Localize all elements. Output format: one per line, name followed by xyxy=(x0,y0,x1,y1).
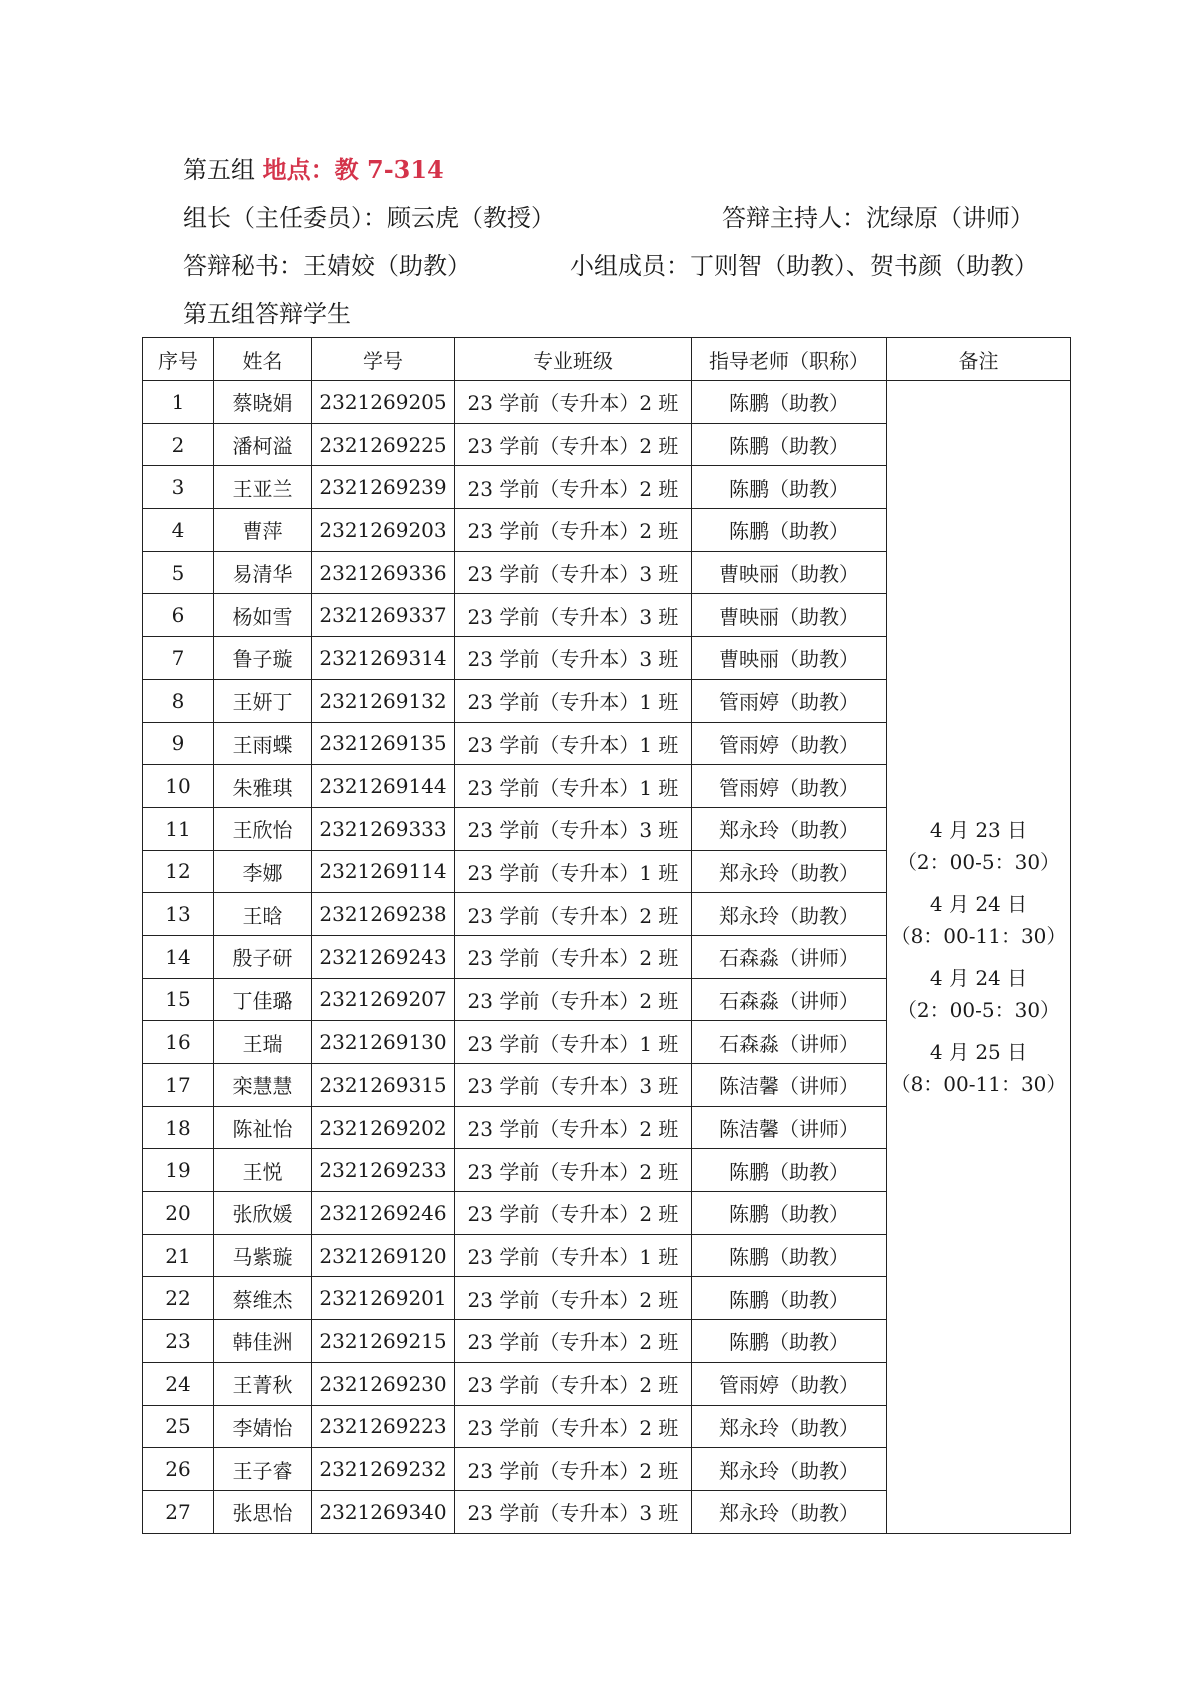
advisor: 陈鹏（助教） xyxy=(692,381,887,424)
student-id: 2321269333 xyxy=(312,807,455,850)
advisor: 陈鹏（助教） xyxy=(692,1320,887,1363)
student-id: 2321269225 xyxy=(312,423,455,466)
class-name: 23 学前（专升本）2 班 xyxy=(455,978,692,1021)
advisor: 郑永玲（助教） xyxy=(692,893,887,936)
student-name: 张思怡 xyxy=(214,1490,312,1533)
advisor: 石森淼（讲师） xyxy=(692,978,887,1021)
row-index: 23 xyxy=(143,1320,214,1363)
schedule-slot xyxy=(887,814,1070,878)
class-name: 23 学前（专升本）2 班 xyxy=(455,1405,692,1448)
row-index: 10 xyxy=(143,765,214,808)
class-name: 23 学前（专升本）2 班 xyxy=(455,1362,692,1405)
row-index: 14 xyxy=(143,935,214,978)
schedule-date: 4 月 24 日 xyxy=(929,891,1028,916)
class-name: 23 学前（专升本）1 班 xyxy=(455,1234,692,1277)
row-index: 8 xyxy=(143,679,214,722)
student-id: 2321269201 xyxy=(312,1277,455,1320)
student-id: 2321269233 xyxy=(312,1149,455,1192)
defense-host: 答辩主持人：沈绿原（讲师） xyxy=(722,204,1034,232)
table-header xyxy=(143,338,1071,381)
student-name: 鲁子璇 xyxy=(214,637,312,680)
student-name: 王瑞 xyxy=(214,1021,312,1064)
advisor: 曹映丽（助教） xyxy=(692,594,887,637)
group-heading xyxy=(183,154,444,186)
student-name: 朱雅琪 xyxy=(214,765,312,808)
student-id: 2321269205 xyxy=(312,381,455,424)
student-id: 2321269120 xyxy=(312,1234,455,1277)
class-name: 23 学前（专升本）3 班 xyxy=(455,594,692,637)
student-name: 蔡维杰 xyxy=(214,1277,312,1320)
class-name: 23 学前（专升本）2 班 xyxy=(455,381,692,424)
student-name: 王亚兰 xyxy=(214,466,312,509)
row-index: 9 xyxy=(143,722,214,765)
student-id: 2321269130 xyxy=(312,1021,455,1064)
class-name: 23 学前（专升本）1 班 xyxy=(455,850,692,893)
student-name: 李娜 xyxy=(214,850,312,893)
student-id: 2321269223 xyxy=(312,1405,455,1448)
student-name: 王雨蝶 xyxy=(214,722,312,765)
student-name: 曹萍 xyxy=(214,509,312,552)
class-name: 23 学前（专升本）2 班 xyxy=(455,893,692,936)
class-name: 23 学前（专升本）3 班 xyxy=(455,807,692,850)
class-name: 23 学前（专升本）1 班 xyxy=(455,1021,692,1064)
defense-secretary: 答辩秘书：王婧姣（助教） xyxy=(183,252,471,280)
row-index: 22 xyxy=(143,1277,214,1320)
advisor: 陈鹏（助教） xyxy=(692,423,887,466)
table-header-row xyxy=(143,338,1071,381)
student-id: 2321269215 xyxy=(312,1320,455,1363)
class-name: 23 学前（专升本）1 班 xyxy=(455,679,692,722)
schedule-date: 4 月 25 日 xyxy=(929,1039,1028,1064)
schedule-time: （8：00-11：30） xyxy=(890,1071,1067,1096)
student-id: 2321269114 xyxy=(312,850,455,893)
column-header-class: 专业班级 xyxy=(455,338,692,381)
student-name: 潘柯溢 xyxy=(214,423,312,466)
group-name: 第五组 xyxy=(183,156,255,184)
class-name: 23 学前（专升本）2 班 xyxy=(455,509,692,552)
row-index: 24 xyxy=(143,1362,214,1405)
student-id: 2321269203 xyxy=(312,509,455,552)
class-name: 23 学前（专升本）1 班 xyxy=(455,765,692,808)
advisor: 陈鹏（助教） xyxy=(692,1192,887,1235)
table-row xyxy=(143,381,1071,424)
class-name: 23 学前（专升本）2 班 xyxy=(455,1106,692,1149)
student-name: 王妍丁 xyxy=(214,679,312,722)
row-index: 4 xyxy=(143,509,214,552)
group-leader: 组长（主任委员）：顾云虎（教授） xyxy=(183,204,555,232)
class-name: 23 学前（专升本）2 班 xyxy=(455,1448,692,1491)
schedule-time: （2：00-5：30） xyxy=(896,997,1061,1022)
class-name: 23 学前（专升本）2 班 xyxy=(455,1192,692,1235)
class-name: 23 学前（专升本）2 班 xyxy=(455,1149,692,1192)
column-header-advisor: 指导老师（职称） xyxy=(692,338,887,381)
class-name: 23 学前（专升本）1 班 xyxy=(455,722,692,765)
advisor: 郑永玲（助教） xyxy=(692,1490,887,1533)
row-index: 21 xyxy=(143,1234,214,1277)
class-name: 23 学前（专升本）2 班 xyxy=(455,1320,692,1363)
student-id: 2321269232 xyxy=(312,1448,455,1491)
advisor: 陈鹏（助教） xyxy=(692,466,887,509)
group-members: 小组成员：丁则智（助教）、贺书颜（助教） xyxy=(570,252,1038,280)
schedule-slot xyxy=(887,888,1070,952)
student-id: 2321269243 xyxy=(312,935,455,978)
schedule-slot xyxy=(887,962,1070,1026)
row-index: 20 xyxy=(143,1192,214,1235)
student-id: 2321269230 xyxy=(312,1362,455,1405)
row-index: 25 xyxy=(143,1405,214,1448)
student-id: 2321269135 xyxy=(312,722,455,765)
row-index: 1 xyxy=(143,381,214,424)
column-header-index: 序号 xyxy=(143,338,214,381)
class-name: 23 学前（专升本）2 班 xyxy=(455,935,692,978)
advisor: 陈鹏（助教） xyxy=(692,1277,887,1320)
advisor: 陈洁馨（讲师） xyxy=(692,1064,887,1107)
student-id: 2321269238 xyxy=(312,893,455,936)
row-index: 3 xyxy=(143,466,214,509)
student-name: 王晗 xyxy=(214,893,312,936)
row-index: 11 xyxy=(143,807,214,850)
class-name: 23 学前（专升本）3 班 xyxy=(455,1490,692,1533)
schedule-time: （2：00-5：30） xyxy=(896,849,1061,874)
row-index: 13 xyxy=(143,893,214,936)
student-id: 2321269340 xyxy=(312,1490,455,1533)
class-name: 23 学前（专升本）3 班 xyxy=(455,1064,692,1107)
column-header-name: 姓名 xyxy=(214,338,312,381)
student-name: 王子睿 xyxy=(214,1448,312,1491)
advisor: 郑永玲（助教） xyxy=(692,850,887,893)
student-name: 易清华 xyxy=(214,551,312,594)
student-name: 韩佳洲 xyxy=(214,1320,312,1363)
student-name: 杨如雪 xyxy=(214,594,312,637)
schedule-date: 4 月 24 日 xyxy=(929,965,1028,990)
schedule-slot xyxy=(887,1036,1070,1100)
advisor: 石森淼（讲师） xyxy=(692,935,887,978)
student-id: 2321269144 xyxy=(312,765,455,808)
advisor: 郑永玲（助教） xyxy=(692,1405,887,1448)
schedule-time: （8：00-11：30） xyxy=(890,923,1067,948)
advisor: 郑永玲（助教） xyxy=(692,1448,887,1491)
advisor: 管雨婷（助教） xyxy=(692,765,887,808)
student-name: 张欣媛 xyxy=(214,1192,312,1235)
student-name: 马紫璇 xyxy=(214,1234,312,1277)
row-index: 17 xyxy=(143,1064,214,1107)
row-index: 26 xyxy=(143,1448,214,1491)
row-index: 7 xyxy=(143,637,214,680)
location-label: 地点：教 7-314 xyxy=(262,155,444,184)
student-id: 2321269337 xyxy=(312,594,455,637)
row-index: 27 xyxy=(143,1490,214,1533)
student-name: 蔡晓娟 xyxy=(214,381,312,424)
row-index: 12 xyxy=(143,850,214,893)
student-id: 2321269207 xyxy=(312,978,455,1021)
advisor: 石森淼（讲师） xyxy=(692,1021,887,1064)
schedule-date: 4 月 23 日 xyxy=(929,817,1028,842)
student-name: 丁佳璐 xyxy=(214,978,312,1021)
student-id: 2321269239 xyxy=(312,466,455,509)
student-name: 李婧怡 xyxy=(214,1405,312,1448)
advisor: 管雨婷（助教） xyxy=(692,679,887,722)
row-index: 19 xyxy=(143,1149,214,1192)
row-index: 6 xyxy=(143,594,214,637)
student-id: 2321269202 xyxy=(312,1106,455,1149)
student-table xyxy=(142,337,1071,1534)
row-index: 2 xyxy=(143,423,214,466)
remark-cell xyxy=(887,381,1071,1534)
advisor: 陈鹏（助教） xyxy=(692,1234,887,1277)
student-id: 2321269315 xyxy=(312,1064,455,1107)
row-index: 16 xyxy=(143,1021,214,1064)
student-name: 王欣怡 xyxy=(214,807,312,850)
advisor: 陈鹏（助教） xyxy=(692,509,887,552)
student-id: 2321269314 xyxy=(312,637,455,680)
advisor: 曹映丽（助教） xyxy=(692,637,887,680)
student-name: 王菁秋 xyxy=(214,1362,312,1405)
student-id: 2321269336 xyxy=(312,551,455,594)
row-index: 18 xyxy=(143,1106,214,1149)
column-header-remark: 备注 xyxy=(887,338,1071,381)
row-index: 15 xyxy=(143,978,214,1021)
advisor: 陈洁馨（讲师） xyxy=(692,1106,887,1149)
class-name: 23 学前（专升本）2 班 xyxy=(455,423,692,466)
student-id: 2321269246 xyxy=(312,1192,455,1235)
advisor: 郑永玲（助教） xyxy=(692,807,887,850)
advisor: 管雨婷（助教） xyxy=(692,722,887,765)
class-name: 23 学前（专升本）3 班 xyxy=(455,551,692,594)
student-name: 栾慧慧 xyxy=(214,1064,312,1107)
student-id: 2321269132 xyxy=(312,679,455,722)
advisor: 陈鹏（助教） xyxy=(692,1149,887,1192)
class-name: 23 学前（专升本）3 班 xyxy=(455,637,692,680)
class-name: 23 学前（专升本）2 班 xyxy=(455,1277,692,1320)
column-header-student-id: 学号 xyxy=(312,338,455,381)
advisor: 曹映丽（助教） xyxy=(692,551,887,594)
row-index: 5 xyxy=(143,551,214,594)
student-name: 王悦 xyxy=(214,1149,312,1192)
advisor: 管雨婷（助教） xyxy=(692,1362,887,1405)
class-name: 23 学前（专升本）2 班 xyxy=(455,466,692,509)
student-name: 陈祉怡 xyxy=(214,1106,312,1149)
table-title: 第五组答辩学生 xyxy=(183,300,351,328)
table-body xyxy=(143,381,1071,1534)
student-name: 殷子研 xyxy=(214,935,312,978)
